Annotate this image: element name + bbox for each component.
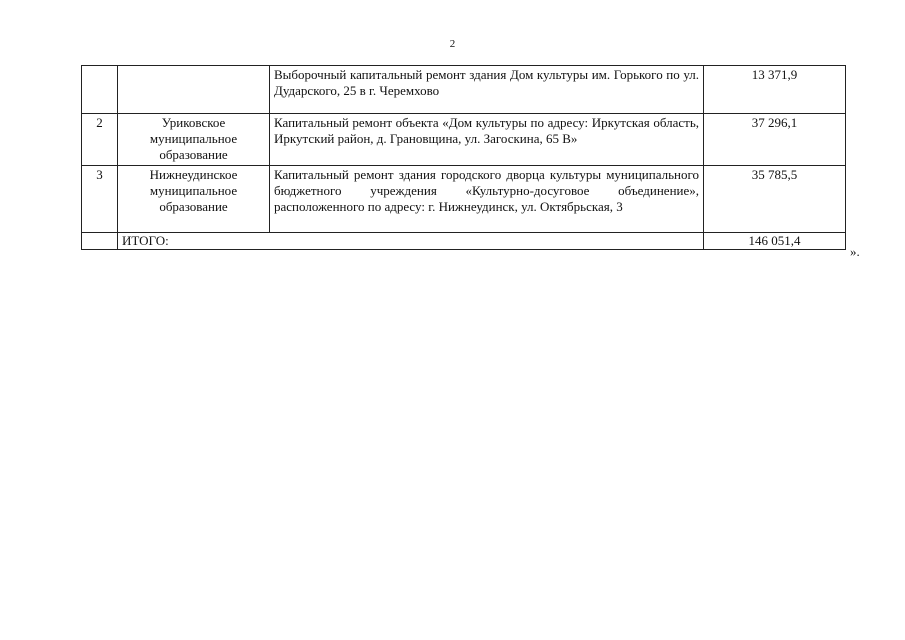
total-number-cell <box>82 233 118 250</box>
amount-cell: 35 785,5 <box>704 166 846 233</box>
row-number <box>82 66 118 114</box>
closing-quote-mark: ». <box>850 244 860 259</box>
municipality-cell <box>118 66 270 114</box>
table-row <box>82 66 846 114</box>
total-label: ИТОГО: <box>118 233 704 250</box>
table-row <box>82 114 846 166</box>
budget-table <box>81 65 846 250</box>
municipality-cell: Уриковское муниципальное образование <box>118 114 270 166</box>
total-amount: 146 051,4 <box>704 233 846 250</box>
total-row <box>82 233 846 250</box>
amount-cell: 37 296,1 <box>704 114 846 166</box>
municipality-cell: Нижнеудинское муниципальное образование <box>118 166 270 233</box>
amount-cell: 13 371,9 <box>704 66 846 114</box>
description-cell: Выборочный капитальный ремонт здания Дом культуры им. Горького по ул. Дударского, 25 в г. Черемхово <box>270 66 704 114</box>
row-number: 3 <box>82 166 118 233</box>
description-cell: Капитальный ремонт здания городского дворца культуры муниципального бюджетного учреждения «Культурно-досуговое объединение», расположенного по адресу: г. Нижнеудинск, ул. Октябрьская, 3 <box>270 166 704 233</box>
row-number: 2 <box>82 114 118 166</box>
description-cell: Капитальный ремонт объекта «Дом культуры по адресу: Иркутская область, Иркутский район, д. Грановщина, ул. Загоскина, 65 В» <box>270 114 704 166</box>
table-row <box>82 166 846 233</box>
page-number: 2 <box>449 38 456 50</box>
